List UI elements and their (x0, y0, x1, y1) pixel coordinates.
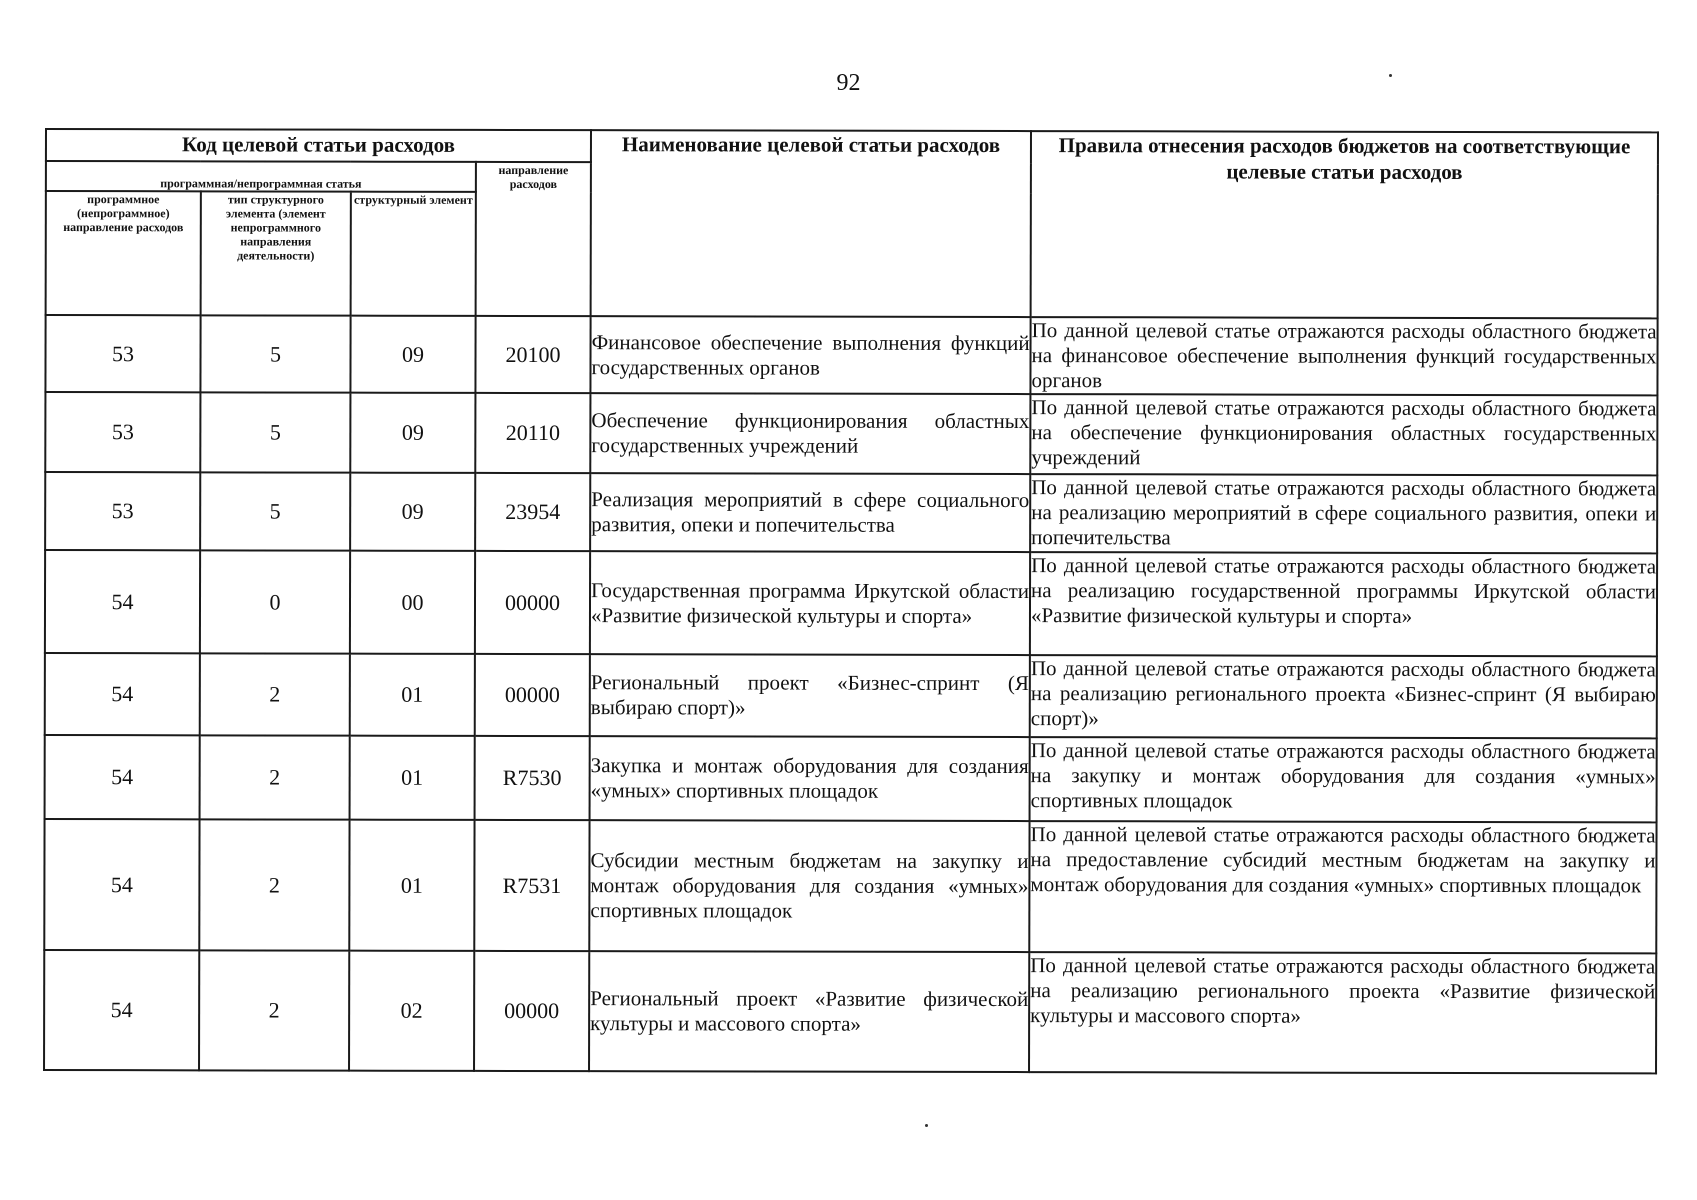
direction-code-cell: 00000 (475, 551, 590, 654)
table-row (45, 315, 1657, 395)
table-row (44, 950, 1656, 1073)
direction-code-cell: 20100 (475, 316, 590, 393)
direction-code-cell: 00000 (475, 654, 590, 736)
rule-cell: По данной целевой статье отражаются расходы областного бюджета на реализацию регионального проекта «Бизнес-спринт (Я выбираю спорт)» (1030, 655, 1657, 738)
element-code-cell: 00 (350, 551, 475, 654)
element-type-header: тип структурного элемента (элемент непрограммного направления деятельности) (201, 191, 351, 315)
type-code-cell: 0 (200, 550, 350, 653)
rule-cell: По данной целевой статье отражаются расходы областного бюджета на предоставление субсидий местным бюджетам на закупку и монтаж оборудования для создания «умных» спортивных площадок (1029, 821, 1656, 953)
article-name-cell: Региональный проект «Развитие физической культуры и массового спорта» (589, 951, 1029, 1072)
rules-column-header: Правила отнесения расходов бюджетов на соответствующие целевые статьи расходов (1031, 131, 1658, 318)
table-row (45, 653, 1657, 738)
program-code-cell: 53 (45, 472, 200, 550)
program-code-cell: 54 (45, 653, 200, 735)
type-code-cell: 5 (200, 472, 350, 550)
element-code-cell: 09 (350, 316, 475, 393)
article-name-cell: Региональный проект «Бизнес-спринт (Я выбираю спорт)» (590, 654, 1030, 737)
rule-cell: По данной целевой статье отражаются расходы областного бюджета на реализацию государственной программы Иркутской области «Развитие физической культуры и спорта» (1030, 552, 1657, 656)
table-row (45, 392, 1657, 475)
article-name-cell: Реализация мероприятий в сфере социального развития, опеки и попечительства (590, 473, 1030, 552)
direction-code-cell: R7530 (475, 736, 590, 820)
direction-code-cell: 23954 (475, 473, 590, 551)
rule-cell: По данной целевой статье отражаются расходы областного бюджета на обеспечение функционирования областных государственных учреждений (1030, 394, 1657, 475)
rule-cell: По данной целевой статье отражаются расходы областного бюджета на реализацию мероприятий в сфере социального развития, опеки и попечительства (1030, 474, 1657, 553)
page-number: 92 (836, 70, 861, 96)
table-row (44, 819, 1656, 953)
table-row (45, 550, 1657, 656)
target-articles-table (43, 128, 1659, 1074)
rule-cell: По данной целевой статье отражаются расходы областного бюджета на финансовое обеспечение выполнения функций государственных органов (1030, 317, 1657, 395)
program-code-cell: 54 (45, 735, 200, 819)
rule-cell: По данной целевой статье отражаются расходы областного бюджета на закупку и монтаж оборудования для создания «умных» спортивных площадок (1030, 737, 1657, 822)
scan-speck (1389, 74, 1392, 77)
program-code-cell: 53 (45, 315, 200, 392)
direction-code-cell: 20110 (475, 393, 590, 473)
article-name-cell: Финансовое обеспечение выполнения функций государственных органов (590, 316, 1030, 394)
type-code-cell: 2 (200, 653, 350, 735)
element-code-cell: 01 (350, 736, 475, 820)
article-name-cell: Государственная программа Иркутской области «Развитие физической культуры и спорта» (590, 551, 1030, 655)
article-name-cell: Обеспечение функционирования областных государственных учреждений (590, 393, 1030, 474)
article-name-cell: Закупка и монтаж оборудования для создания «умных» спортивных площадок (590, 736, 1030, 821)
name-column-header: Наименование целевой статьи расходов (591, 130, 1031, 317)
type-code-cell: 5 (200, 392, 350, 472)
structural-element-header: структурный элемент (351, 192, 476, 316)
direction-header: направление расходов (476, 162, 591, 316)
type-code-cell: 2 (199, 819, 349, 950)
type-code-cell: 2 (200, 735, 350, 819)
program-code-cell: 54 (44, 950, 199, 1070)
program-direction-header: программное (непрограммное) направление расходов (46, 191, 201, 315)
article-name-cell: Субсидии местным бюджетам на закупку и монтаж оборудования для создания «умных» спортивных площадок (589, 820, 1029, 952)
element-code-cell: 09 (350, 473, 475, 551)
element-code-cell: 02 (349, 951, 474, 1071)
rule-cell: По данной целевой статье отражаются расходы областного бюджета на реализацию регионального проекта «Развитие физической культуры и массового спорта» (1029, 952, 1656, 1073)
element-code-cell: 01 (349, 820, 474, 951)
direction-code-cell: 00000 (474, 951, 589, 1071)
program-article-header: программная/непрограммная статья (46, 161, 476, 192)
code-group-header: Код целевой статьи расходов (46, 129, 591, 162)
element-code-cell: 09 (350, 393, 475, 473)
table-row (45, 735, 1657, 822)
direction-code-cell: R7531 (474, 820, 589, 951)
type-code-cell: 5 (200, 315, 350, 392)
type-code-cell: 2 (199, 950, 349, 1070)
element-code-cell: 01 (350, 654, 475, 736)
program-code-cell: 54 (45, 550, 200, 653)
scan-speck (925, 1124, 928, 1127)
program-code-cell: 53 (45, 392, 200, 472)
program-code-cell: 54 (44, 819, 199, 950)
table-row (45, 472, 1657, 553)
